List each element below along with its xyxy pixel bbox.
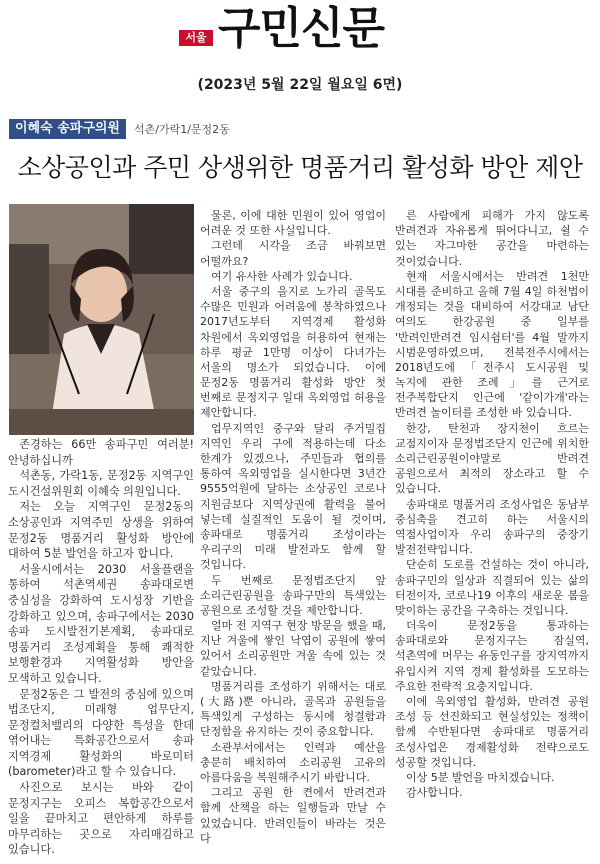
article-column-3 <box>395 208 589 800</box>
paragraph: 얼마 전 지역구 현장 방문을 했을 때, 지난 겨울에 쌓인 낙엽이 공원에 쌓여 있어서 소리공원만 겨울 속에 있는 것 같았습니다. <box>200 619 386 678</box>
byline <box>9 119 230 139</box>
councilor-photo <box>9 204 194 435</box>
speaker-photo-illustration <box>9 204 194 435</box>
paragraph: 사진으로 보시는 바와 같이 문정지구는 오피스 복합공간으로서 일을 끝마치고 편안하게 하루를 마무리하는 곳으로 자리매김하고 있습니다. <box>8 781 194 857</box>
paragraph: 그런데 시각을 조금 바꿔보면 어떨까요? <box>200 239 386 268</box>
region-badge: 서울 <box>179 30 213 46</box>
paragraph: 명품거리를 조성하기 위해서는 대로(大路)뿐 아니라, 골목과 공원들을 특색있게 구성하는 동시에 청결함과 단정함을 유지하는 것이 중요합니다. <box>200 679 386 739</box>
article-headline: 소상공인과 주민 상생위한 명품거리 활성화 방안 제안 <box>17 153 583 182</box>
article-column-1 <box>8 437 194 858</box>
paragraph: 그리고 공원 한 켠에서 반려견과 함께 산책을 하는 일행들과 만날 수 있었습니다. 반려인들이 바라는 것은 다 <box>200 786 386 845</box>
paragraph: 른 사람에게 피해가 가지 않도록 반려견과 자유롭게 뛰어다니고, 쉴 수 있는 자그마한 공간을 마련하는 것이었습니다. <box>395 209 589 268</box>
paragraph: 서울 중구의 을지로 노가리 골목도 수많은 민원과 어려움에 봉착하였으나 2017년도부터 지역경제 활성화 차원에서 옥외영업을 허용하여 현재는 하루 평균 1만명 이상이 다녀가는 서울의 명소가 되었습니다. 이에 문정2동 명품거리 활성화 방안 첫 번째로 문정지구 일대 옥외영업 허용을 제안합니다. <box>200 284 386 420</box>
paragraph: 두 번째로 문정법조단지 앞 소리근린공원을 송파구만의 특색있는 공원으로 조성할 것을 제안합니다. <box>200 573 386 617</box>
author-name-badge: 이혜숙 송파구의원 <box>9 119 126 139</box>
paragraph: 업무지역인 중구와 달리 주거밀집 지역인 우리 구에 적용하는데 다소 한계가 있겠으나, 주민들과 협의를 통하여 옥외영업을 실시한다면 3년간 9555억원에 달하는 소상공인 코로나 지원금보다 지역상권에 활력을 불어 넣는데 실질적인 도움이 될 것이며, 송파대로 명품거리 조성이라는 우리구의 미래 발전과도 함께 할 것입니다. <box>200 421 386 572</box>
paragraph: 단순히 도로를 건설하는 것이 아니라, 송파구민의 일상과 직결되어 있는 삶의 터전이자, 코로나19 이후의 새로운 봄을 맞이하는 공간을 구축하는 것입니다. <box>395 558 589 617</box>
paragraph: 석촌동, 가락1동, 문정2동 지역구인 도시건설위원회 이혜숙 의원입니다. <box>8 469 194 498</box>
paragraph: 존경하는 66만 송파구민 여러분! 안녕하십니까 <box>8 438 194 467</box>
article-column-2 <box>200 208 386 846</box>
paragraph: 저는 오늘 지역구인 문정2동의 소상공인과 지역주민 상생을 위하여 문정2동 명품거리 활성화 방안에 대하여 5분 발언을 하고자 합니다. <box>8 500 194 561</box>
author-district: 석촌/가락1/문정2동 <box>134 123 230 136</box>
paragraph: 한강, 탄천과 장지천이 흐르는 교점지이자 문정법조단지 인근에 위치한 소리근린공원이야말로 반려견 공원으로서 최적의 장소라고 할 수 있습니다. <box>395 421 589 496</box>
paragraph: 감사합니다. <box>406 786 463 800</box>
paragraph: 문정2동은 그 발전의 중심에 있으며 법조단지, 미래형 업무단지, 문정컬처밸리의 다양한 특성을 한데 엮어내는 특화공간으로서 송파 지역경제 활성화의 바로미터(barometer)라고 할 수 있습니다. <box>8 687 194 779</box>
paragraph: 소관부서에서는 인력과 예산을 충분히 배치하여 소리공원 고유의 아름다움을 복원해주시기 바랍니다. <box>200 740 386 784</box>
paragraph: 더욱이 문정2동을 통과하는 송파대로와 문정지구는 잠실역, 석촌역에 머무는 유동인구를 장지역까지 유입시켜 지역 경제 활성화를 도모하는 주요한 전략적 요충지입니다. <box>395 619 589 693</box>
paragraph: 물론, 이에 대한 민원이 있어 영업이 어려운 것 또한 사실입니다. <box>200 209 386 238</box>
paragraph: 서울시에서는 2030 서울플랜을 통하여 석촌역세권 송파대로변 중심성을 강화하여 도시성장 기반을 강화하고 있으며, 송파구에서는 2030 송파 도시발전기본계획, 송파대로 명품거리 조성계획을 통해 쾌적한 보행환경과 지역활성화 방안을 모색하고 있습니다. <box>8 562 194 685</box>
masthead <box>0 0 600 62</box>
paragraph: 여기 유사한 사례가 있습니다. <box>211 269 353 283</box>
publication-date: (2023년 5월 22일 월요일 6면) <box>197 77 403 93</box>
paragraph: 송파대로 명품거리 조성사업은 동남부 중심축을 견고히 하는 서울시의 역점사업이자 우리 송파구의 중장기 발전전략입니다. <box>395 497 589 557</box>
paragraph: 이상 5분 발언을 마치겠습니다. <box>406 770 555 784</box>
paragraph: 현재 서울시에서는 반려견 1천만 시대를 준비하고 올해 7월 4일 하천법이 개정되는 것을 대비하여 서강대교 남단 여의도 한강공원 중 일부를 '반려인반려견 임시쉼터'를 4월 말까지 시범운영하였으며, 전북전주시에서는 2018년도에 「전주시 도시공원 및 녹지에 관한 조례」를 근거로 전주복합단지 인근에 '같이가개'라는 반려견 놀이터를 조성한 바 있습니다. <box>395 269 589 420</box>
newspaper-logo: 구민신문 <box>218 3 385 54</box>
paragraph: 이에 옥외영업 활성화, 반려견 공원 조성 등 선진화되고 현실성있는 정책이 함께 수반된다면 송파대로 명품거리 조성사업은 경제활성화 전략으로도 성공할 것입니다. <box>395 695 589 769</box>
